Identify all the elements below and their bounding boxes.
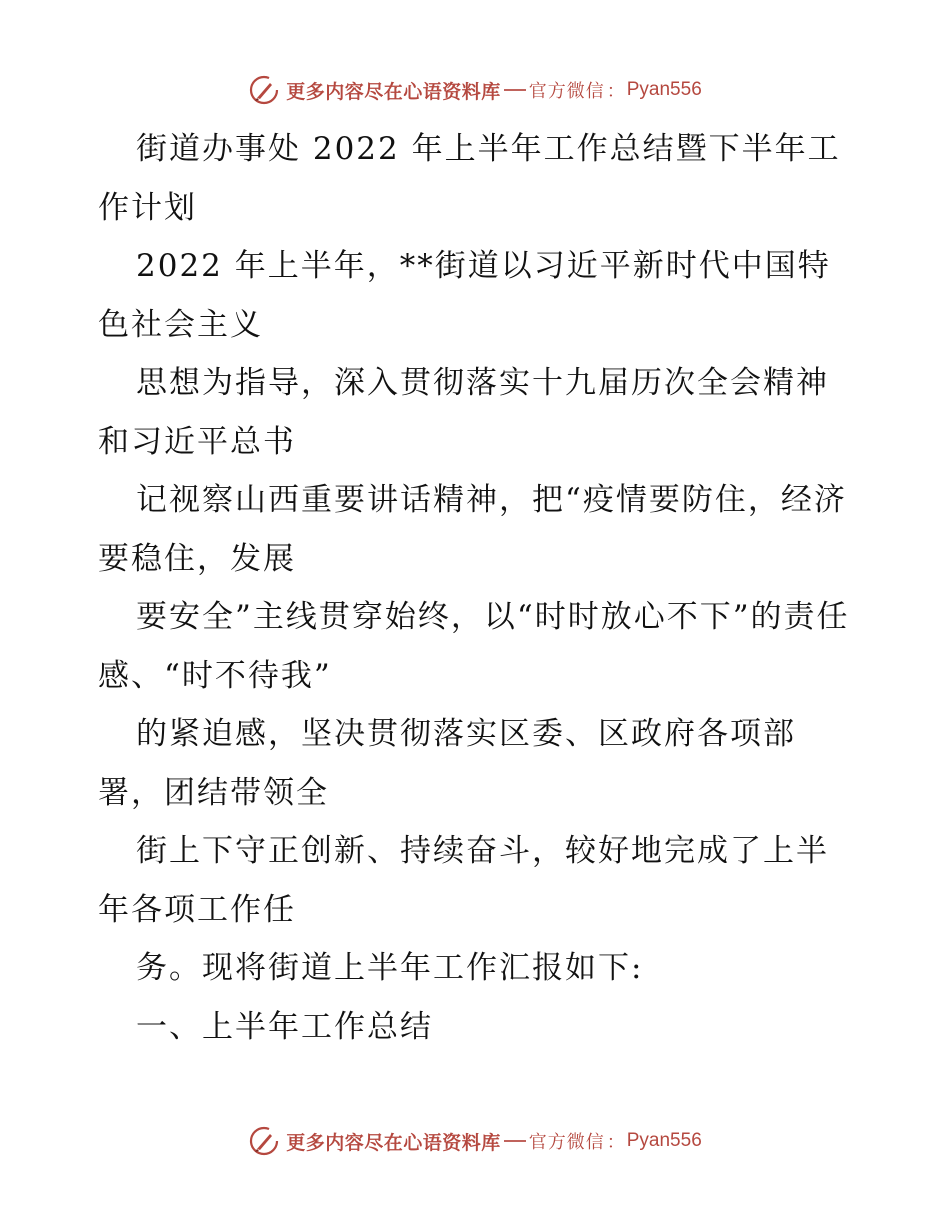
paragraph-2: 思想为指导，深入贯彻落实十九届历次全会精神和习近平总书 (98, 365, 829, 460)
paragraph-7: 务。现将街道上半年工作汇报如下: (136, 950, 644, 986)
document-body (98, 120, 858, 1056)
watermark-id: Pyan556 (626, 79, 702, 100)
paragraph-4: 要安全”主线贯穿始终，以“时时放心不下”的责任感、“时不待我” (98, 599, 850, 694)
watermark-dash (504, 1140, 526, 1142)
quill-logo-icon (248, 74, 280, 106)
quill-logo-icon (248, 1125, 280, 1157)
watermark-main-text: 更多内容尽在心语资料库 (286, 1131, 501, 1154)
section-heading: 一、上半年工作总结 (136, 1008, 433, 1045)
watermark-text (286, 77, 702, 104)
watermark-text (286, 1128, 702, 1155)
watermark-sub-text: 官方微信 (528, 1132, 605, 1153)
watermark-colon: ： (606, 81, 625, 102)
watermark-dash (504, 89, 526, 91)
paragraph-1: 2022 年上半年，**街道以习近平新时代中国特色社会主义 (98, 248, 831, 343)
paragraph-3: 记视察山西重要讲话精神，把“疫情要防住，经济要稳住，发展 (98, 482, 847, 577)
watermark-header (0, 72, 950, 108)
watermark-colon: ： (606, 1132, 625, 1153)
paragraph-6: 街上下守正创新、持续奋斗，较好地完成了上半年各项工作任 (98, 833, 829, 928)
paragraph-5: 的紧迫感，坚决贯彻落实区委、区政府各项部署，团结带领全 (98, 716, 796, 811)
watermark-id: Pyan556 (626, 1130, 702, 1151)
watermark-footer (0, 1123, 950, 1159)
document-title: 街道办事处 2022 年上半年工作总结暨下半年工作计划 (98, 131, 841, 226)
watermark-main-text: 更多内容尽在心语资料库 (286, 80, 501, 103)
watermark-sub-text: 官方微信 (528, 81, 605, 102)
